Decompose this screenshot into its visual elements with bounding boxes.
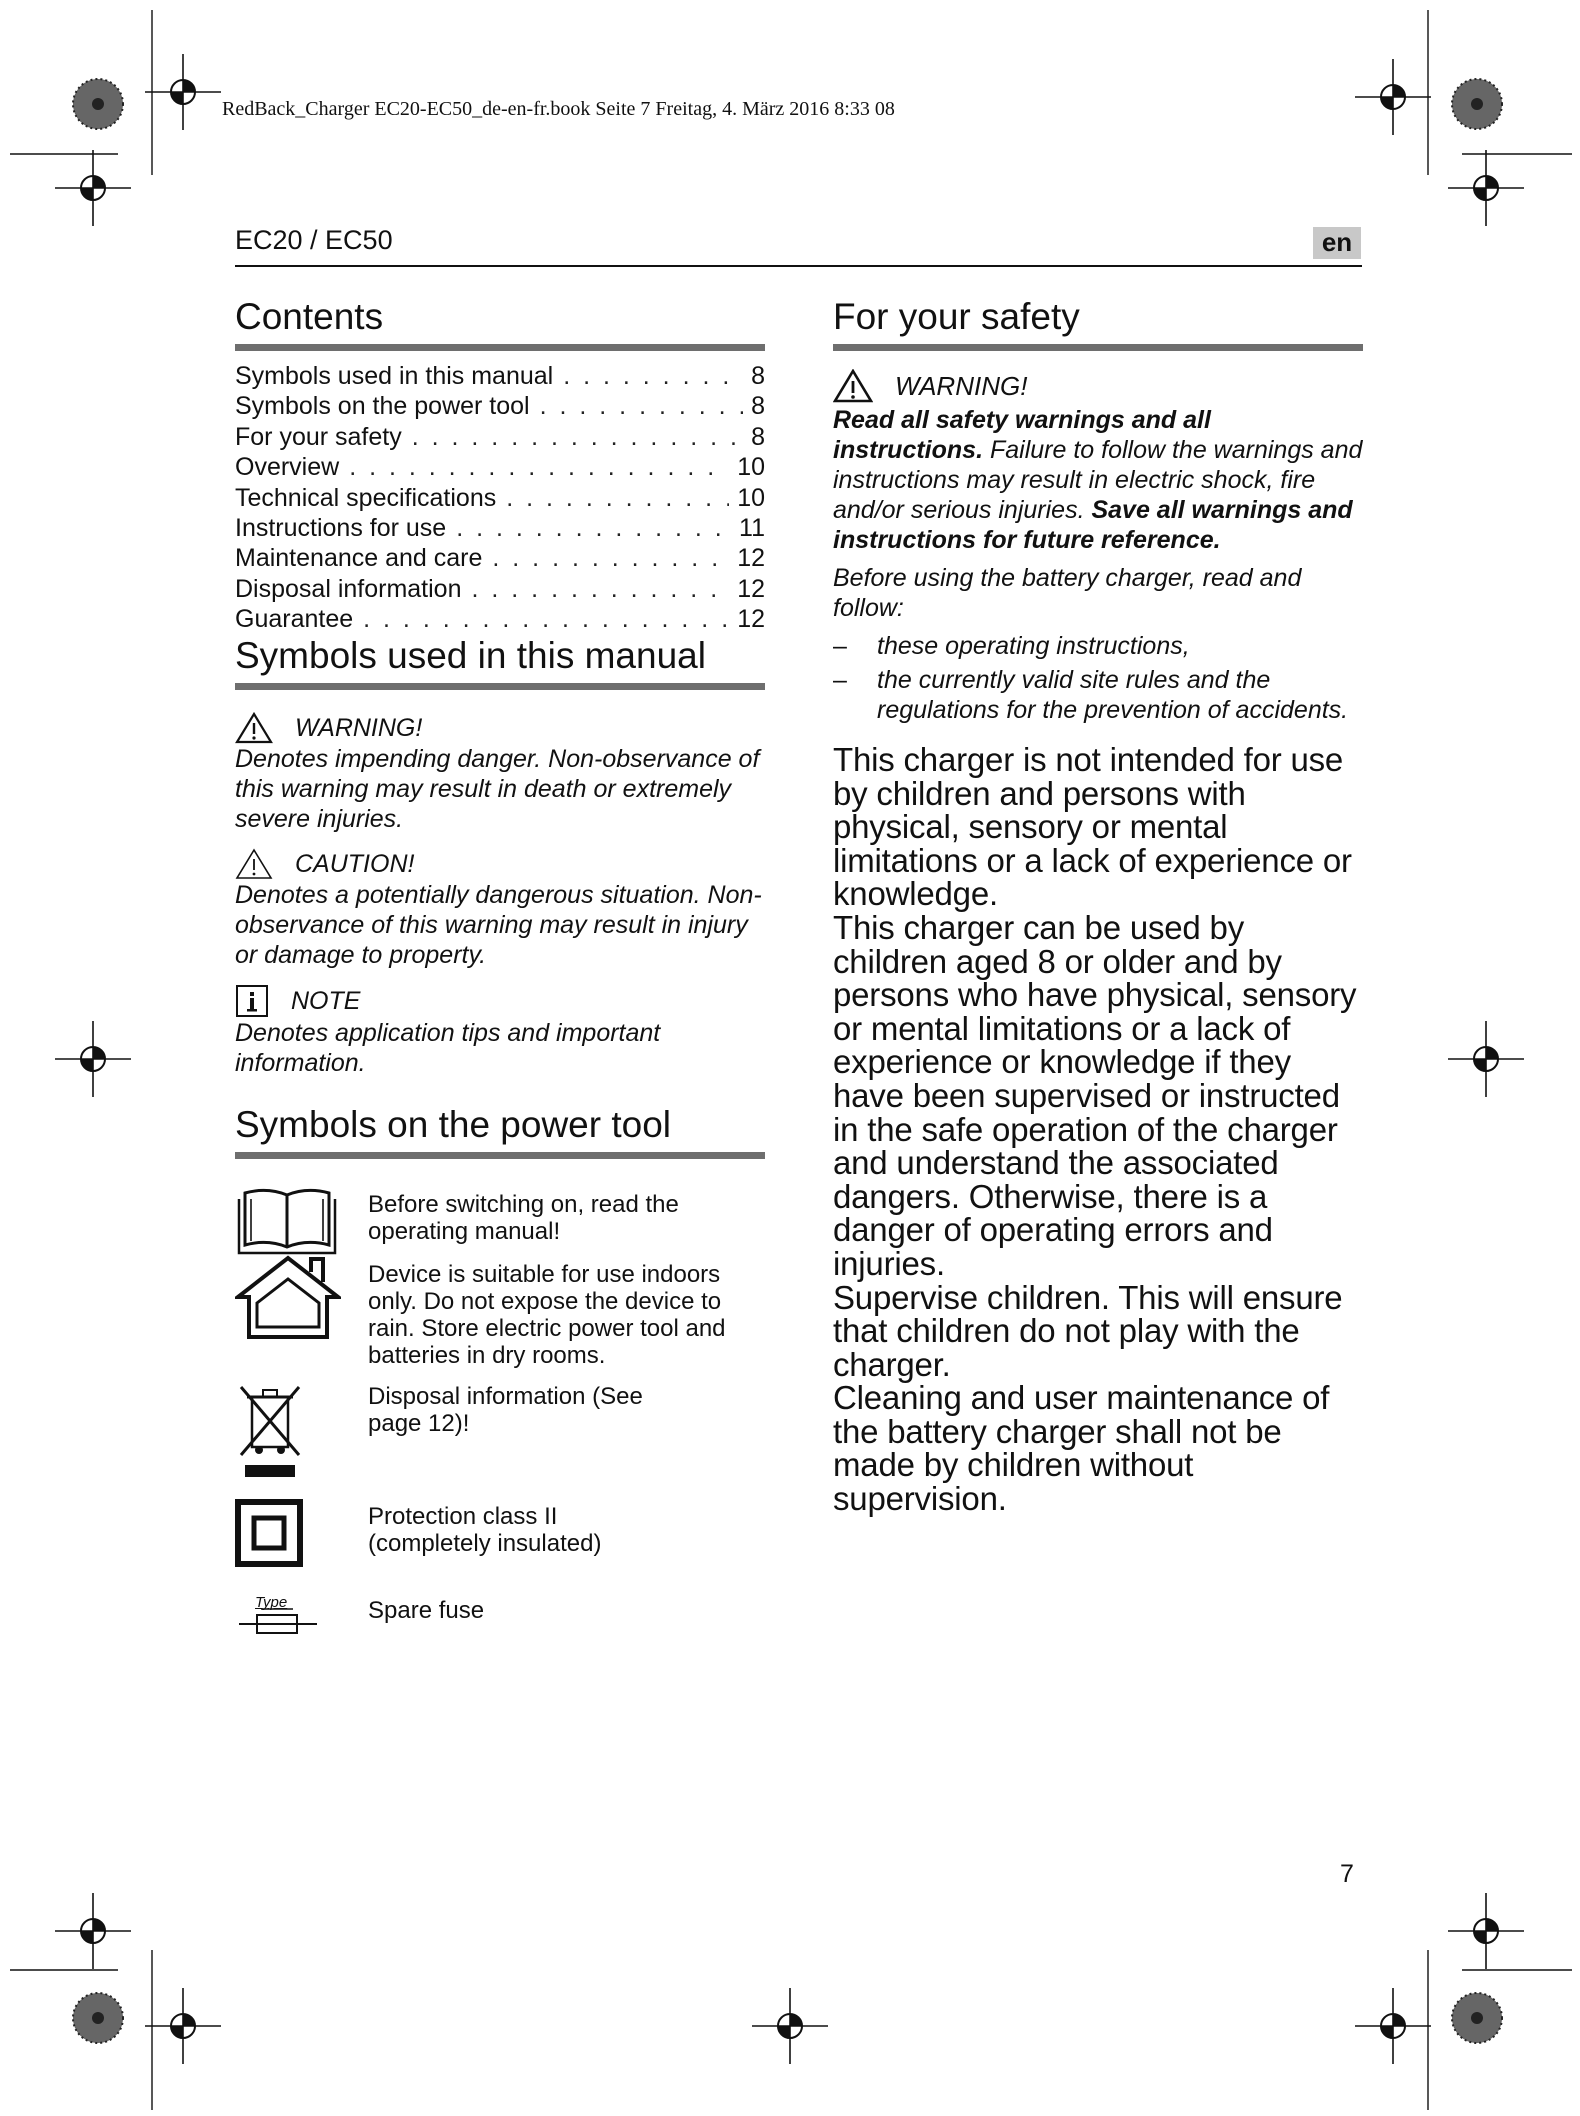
safety-paragraph: Cleaning and user maintenance of the battery charger shall not be made by children without supervision. [833, 1379, 1330, 1518]
safety-intro-bold-1: Read all safety warnings and all instructions. [833, 406, 1211, 464]
symbols-manual-heading: Symbols used in this manual [235, 635, 765, 690]
book-file-info: RedBack_Charger EC20-EC50_de-en-fr.book Seite 7 Freitag, 4. März 2016 8:33 08 [222, 98, 895, 120]
right-column [833, 296, 1363, 1516]
header-rule [235, 265, 1362, 267]
note-label: NOTE [291, 986, 361, 1015]
caution-text: Denotes a potentially dangerous situation. Non-observance of this warning may result in injury or damage to property. [235, 880, 762, 969]
crossed-bin-icon [235, 1385, 305, 1485]
left-column [235, 296, 765, 1624]
symbols-tool-heading: Symbols on the power tool [235, 1104, 765, 1159]
safety-paragraph: Supervise children. This will ensure that children do not play with the charger. [833, 1278, 1343, 1383]
safety-intro-text: Failure to follow the warnings and instructions may result in electric shock, fire and/or serious injuries. [833, 436, 1363, 524]
symbol-description: Disposal information (See page 12)! [368, 1382, 643, 1437]
toc-entry[interactable]: Instructions for use . . . 11 [235, 513, 765, 543]
table-of-contents [235, 361, 765, 635]
fuse-type-label: Type [255, 1593, 288, 1611]
safety-paragraph: This charger can be used by children aged 8 or older and by persons who have physical, sensory or mental limitations or a lack of experience or knowledge if they have been supervised or instructed in the safe operation of the charger and understand the associated dangers. Otherwise, there is a danger of operating errors and injuries. [833, 908, 1357, 1282]
symbol-description: Device is suitable for use indoors only. Do not expose the device to rain. Store electric power tool and batteries in dry rooms. [368, 1260, 726, 1369]
warning-triangle-icon [235, 712, 273, 744]
symbol-description: Spare fuse [368, 1596, 485, 1624]
toc-entry[interactable]: Guarantee . . . 12 [235, 604, 765, 634]
house-icon [235, 1255, 341, 1341]
safety-before: Before using the battery charger, read and follow: [833, 564, 1302, 622]
page-number: 7 [1340, 1860, 1354, 1888]
note-notice [235, 984, 765, 1078]
toc-entry[interactable]: Disposal information . . . 12 [235, 574, 765, 604]
warning-triangle-icon [833, 369, 873, 403]
safety-intro [833, 405, 1363, 555]
toc-entry[interactable]: Symbols on the power tool . . . 8 [235, 391, 765, 421]
caution-label: CAUTION! [295, 849, 415, 878]
contents-heading: Contents [235, 296, 765, 351]
toc-entry[interactable]: Overview . . . 10 [235, 452, 765, 482]
running-head-model: EC20 / EC50 [235, 225, 393, 255]
toc-entry[interactable]: Maintenance and care . . . 12 [235, 543, 765, 573]
toc-entry[interactable]: Symbols used in this manual . . . 8 [235, 361, 765, 391]
safety-intro-bold-2: Save all warnings and instructions for future reference. [833, 496, 1353, 554]
safety-warning-label: WARNING! [895, 370, 1028, 401]
warning-notice [235, 712, 765, 834]
symbol-description: Before switching on, read the operating manual! [368, 1190, 679, 1245]
list-item: – the currently valid site rules and the regulations for the prevention of accidents. [833, 665, 1363, 725]
toc-entry[interactable]: Technical specifications . . . 10 [235, 483, 765, 513]
note-text: Denotes application tips and important information. [235, 1018, 661, 1077]
caution-notice [235, 848, 765, 970]
warning-label: WARNING! [295, 713, 423, 742]
safety-list [833, 631, 1363, 725]
protection-class-ii-icon [235, 1499, 305, 1569]
caution-triangle-icon [235, 848, 273, 880]
list-item: – these operating instructions, [833, 631, 1363, 661]
book-icon [237, 1185, 337, 1255]
toc-entry[interactable]: For your safety . . . 8 [235, 422, 765, 452]
safety-paragraph: This charger is not intended for use by children and persons with physical, sensory or mental limitations or a lack of experience or knowledge. [833, 741, 1352, 913]
language-badge: en [1313, 227, 1361, 259]
warning-text: Denotes impending danger. Non-observance of this warning may result in death or extremely severe injuries. [235, 744, 760, 833]
symbol-description: Protection class II (completely insulated) [368, 1502, 602, 1557]
info-icon [235, 984, 269, 1018]
safety-heading: For your safety [833, 296, 1363, 351]
safety-warning-head [833, 369, 1363, 403]
symbols-tool-list [235, 1159, 765, 1624]
